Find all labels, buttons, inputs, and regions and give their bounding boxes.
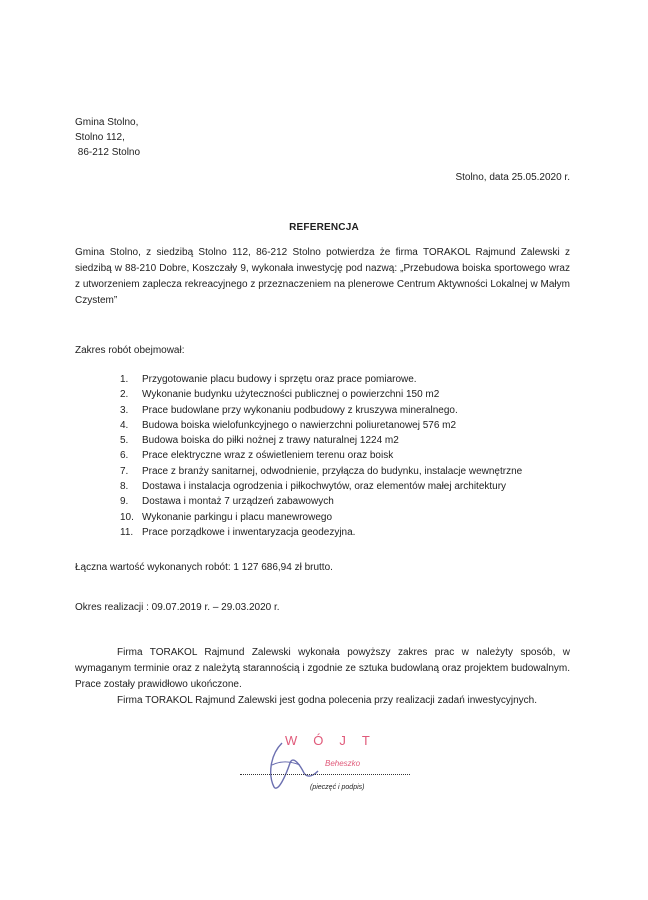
signature-area [240, 730, 420, 800]
realization-period: Okres realizacji : 09.07.2019 r. – 29.03.2020 r. [75, 602, 280, 613]
closing-text [75, 645, 570, 709]
stamp-name: Beheszko [325, 759, 361, 768]
work-list-item [120, 372, 522, 387]
place-and-date: Stolno, data 25.05.2020 r. [455, 172, 570, 183]
work-item-number: 10. [120, 511, 134, 523]
work-item-number: 6. [120, 450, 129, 462]
work-item-text: Prace porządkowe i inwentaryzacja geodezyjna. [142, 526, 356, 538]
sender-address [75, 115, 140, 160]
total-value: Łączna wartość wykonanych robót: 1 127 686,94 zł brutto. [75, 562, 333, 573]
closing-paragraph-2: Firma TORAKOL Rajmund Zalewski jest godna polecenia przy realizacji zadań inwestycyjnych. [117, 695, 537, 706]
work-list-item [120, 510, 522, 525]
work-list-item [120, 525, 522, 540]
work-item-number: 3. [120, 404, 129, 416]
scope-label: Zakres robót obejmował: [75, 345, 185, 356]
signature-line [240, 774, 410, 775]
work-list-item [120, 464, 522, 479]
sender-line-3: 86-212 Stolno [75, 147, 141, 158]
work-list-item [120, 448, 522, 463]
work-item-text: Dostawa i instalacja ogrodzenia i piłkochwytów, oraz elementów małej architektury [142, 481, 507, 493]
work-list-item [120, 403, 522, 418]
work-item-text: Wykonanie budynku użyteczności publicznej o powierzchni 150 m2 [142, 389, 440, 401]
work-list-item [120, 433, 522, 448]
intro-paragraph: Gmina Stolno, z siedzibą Stolno 112, 86-212 Stolno potwierdza że firma TORAKOL Rajmund Zalewski z siedzibą w 88-210 Dobre, Koszczały 9, wykonała inwestycję pod nazwą: „Przebudowa boiska sportowego wraz z utworzeniem zaplecza rekreacyjnego z przeznaczeniem na plenerowe Centrum Aktywności Lokalnej w Małym Czystem” [75, 247, 570, 306]
work-item-text: Prace budowlane przy wykonaniu podbudowy z kruszywa mineralnego. [142, 404, 458, 416]
work-item-text: Przygotowanie placu budowy i sprzętu oraz prace pomiarowe. [142, 374, 417, 385]
work-item-number: 9. [120, 496, 129, 508]
work-list-item [120, 418, 522, 433]
work-list-item [120, 479, 522, 494]
work-item-number: 7. [120, 465, 129, 477]
work-item-number: 8. [120, 481, 129, 493]
work-item-text: Budowa boiska do piłki nożnej z trawy naturalnej 1224 m2 [142, 435, 399, 447]
work-item-text: Wykonanie parkingu i placu manewrowego [142, 511, 333, 523]
work-item-number: 5. [120, 435, 129, 447]
sender-line-2: Stolno 112, [75, 132, 125, 143]
work-item-number: 1. [120, 374, 129, 385]
work-item-number: 4. [120, 419, 129, 431]
work-item-text: Dostawa i montaż 7 urządzeń zabawowych [142, 496, 334, 508]
stamp-title: WÓJT [285, 733, 386, 748]
signature-caption: (pieczęć i podpis) [310, 784, 365, 791]
closing-paragraph-1: Firma TORAKOL Rajmund Zalewski wykonała powyższy zakres prac w należyty sposób, w wymaganym terminie oraz z należytą starannością i zgodnie ze sztuka budowlaną oraz projektem budowalnym. Prace zostały prawidłowo ukończone. [75, 647, 570, 690]
work-list-item [120, 494, 522, 509]
work-item-text: Prace elektryczne wraz z oświetleniem terenu oraz boisk [142, 450, 394, 462]
work-list-item [120, 387, 522, 402]
document-title: REFERENCJA [289, 222, 359, 233]
sender-line-1: Gmina Stolno, [75, 117, 139, 128]
work-item-number: 2. [120, 389, 129, 401]
work-item-text: Prace z branży sanitarnej, odwodnienie, przyłącza do budynku, instalacje wewnętrzne [142, 465, 523, 477]
work-item-number: 11. [120, 526, 134, 538]
work-item-text: Budowa boiska wielofunkcyjnego o nawierzchni poliuretanowej 576 m2 [142, 419, 457, 431]
work-list [120, 372, 522, 540]
